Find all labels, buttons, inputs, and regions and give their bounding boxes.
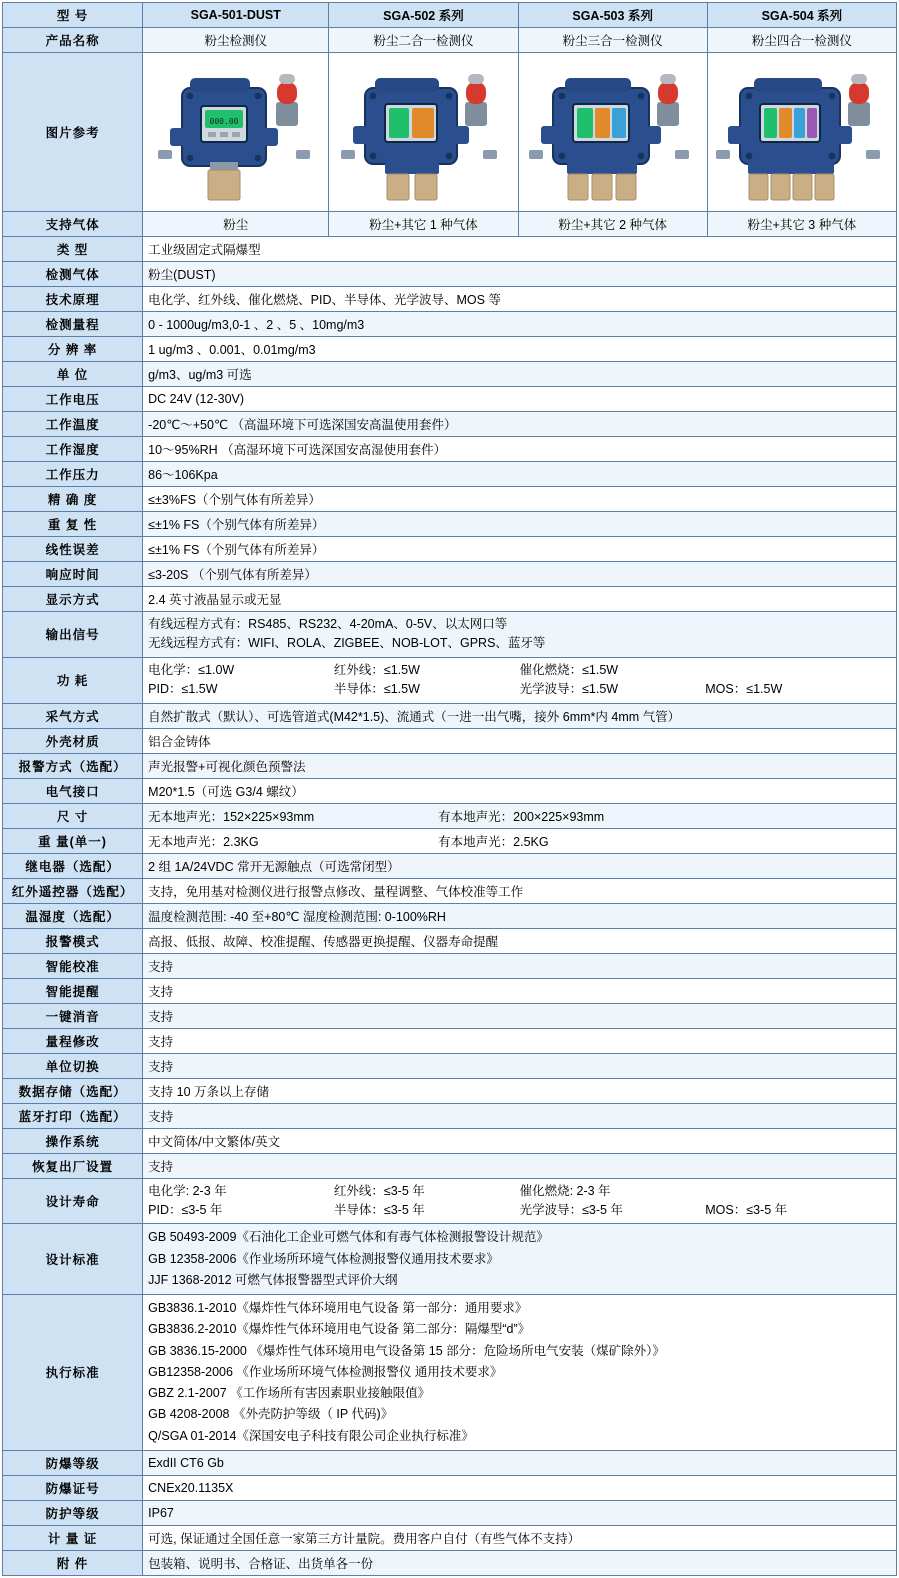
row-label-ir-remote-opt: 红外遥控器（选配） (3, 878, 143, 903)
row-label-one-key-mute: 一键消音 (3, 1003, 143, 1028)
row-value-display: 2.4 英寸液晶显示或无显 (143, 587, 897, 612)
table-row-detect-gas (3, 262, 897, 287)
row-label-range-change: 量程修改 (3, 1028, 143, 1053)
size-with-alarm: 有本地声光：200×225×93mm (438, 809, 605, 824)
row-label-response-time: 响应时间 (3, 562, 143, 587)
product-name-4: 粉尘四合一检测仪 (707, 28, 896, 53)
table-row-ir-remote-opt (3, 878, 897, 903)
row-label-power: 功 耗 (3, 657, 143, 703)
table-row-ip-level (3, 1500, 897, 1525)
table-row-metrology (3, 1525, 897, 1550)
row-label-tech-principle: 技术原理 (3, 287, 143, 312)
table-row-weight (3, 828, 897, 853)
row-value-temp-hum-opt: 温度检测范围: -40 至+80℃ 湿度检测范围: 0-100%RH (143, 903, 897, 928)
row-value-detect-gas: 粉尘(DUST) (143, 262, 897, 287)
row-value-resolution: 1 ug/m3 、0.001、0.01mg/m3 (143, 337, 897, 362)
design-life-item-7: MOS：≤3-5 年 (705, 1202, 788, 1217)
table-row-product-name (3, 28, 897, 53)
table-row-repeatability (3, 512, 897, 537)
table-row-smart-reminder (3, 978, 897, 1003)
product-name-2: 粉尘二合一检测仪 (329, 28, 518, 53)
execution-standard-item-3: GB12358-2006 《作业场所环境气体检测报警仪 通用技术要求》 (148, 1364, 503, 1379)
row-label-accuracy: 精 确 度 (3, 487, 143, 512)
table-row-bt-print-opt (3, 1103, 897, 1128)
row-value-range: 0 - 1000ug/m3,0-1 、2 、5 、10mg/m3 (143, 312, 897, 337)
detector-3-icon (521, 58, 705, 206)
row-label-temperature: 工作温度 (3, 412, 143, 437)
row-value-humidity: 10～95%RH （高湿环境下可选深国安高湿使用套件） (143, 437, 897, 462)
table-row-response-time (3, 562, 897, 587)
row-value-ex-level: ExdII CT6 Gb (143, 1450, 897, 1475)
row-value-power (143, 657, 897, 703)
row-value-metrology: 可选, 保证通过全国任意一家第三方计量院。费用客户自付（有些气体不支持） (143, 1525, 897, 1550)
table-row-ex-cert (3, 1475, 897, 1500)
design-life-item-2: 催化燃烧: 2-3 年 (519, 1183, 611, 1198)
row-value-pressure: 86～106Kpa (143, 462, 897, 487)
power-item-0: 电化学：≤1.0W (148, 662, 235, 677)
row-value-factory-reset: 支持 (143, 1153, 897, 1178)
row-label-model: 型 号 (3, 3, 143, 28)
row-label-size: 尺 寸 (3, 803, 143, 828)
row-value-linearity: ≤±1% FS（个别气体有所差异） (143, 537, 897, 562)
row-label-factory-reset: 恢复出厂设置 (3, 1153, 143, 1178)
power-item-3 (705, 661, 891, 680)
design-life-item-0: 电化学: 2-3 年 (148, 1183, 227, 1198)
supported-gas-1: 粉尘 (143, 212, 329, 237)
row-label-smart-reminder: 智能提醒 (3, 978, 143, 1003)
execution-standard-item-0: GB3836.1-2010《爆炸性气体环境用电气设备 第一部分：通用要求》 (148, 1301, 528, 1315)
table-row-range (3, 312, 897, 337)
design-standard-item-2: JJF 1368-2012 可燃气体报警器型式评价大纲 (148, 1272, 398, 1287)
table-row-design-standards (3, 1224, 897, 1295)
spec-table (2, 2, 897, 1576)
power-item-6: 光学波导：≤1.5W (519, 682, 619, 697)
table-row-alarm-mode-opt (3, 753, 897, 778)
row-label-repeatability: 重 复 性 (3, 512, 143, 537)
execution-standard-item-1: GB3836.2-2010《爆炸性气体环境用电气设备 第二部分：隔爆型“d”》 (148, 1322, 531, 1337)
row-label-voltage: 工作电压 (3, 387, 143, 412)
row-label-image-ref: 图片参考 (3, 53, 143, 212)
weight-with-alarm: 有本地声光：2.5KG (438, 834, 549, 849)
design-life-item-4: PID：≤3-5 年 (148, 1202, 223, 1217)
size-without-alarm: 无本地声光：152×225×93mm (148, 809, 315, 824)
row-value-category: 工业级固定式隔爆型 (143, 237, 897, 262)
table-row-accuracy (3, 487, 897, 512)
row-value-voltage: DC 24V (12-30V) (143, 387, 897, 412)
table-row-linearity (3, 537, 897, 562)
row-label-detect-gas: 检测气体 (3, 262, 143, 287)
row-value-alarm-modes: 高报、低报、故障、校准提醒、传感器更换提醒、仪器寿命提醒 (143, 928, 897, 953)
table-row-image-ref (3, 53, 897, 212)
table-row-temperature (3, 412, 897, 437)
row-value-ip-level: IP67 (143, 1500, 897, 1525)
table-row-relay-opt (3, 853, 897, 878)
row-value-range-change: 支持 (143, 1028, 897, 1053)
row-label-ex-cert: 防爆证号 (3, 1475, 143, 1500)
supported-gas-2: 粉尘+其它 1 种气体 (329, 212, 518, 237)
row-value-os: 中文简体/中文繁体/英文 (143, 1128, 897, 1153)
row-value-smart-reminder: 支持 (143, 978, 897, 1003)
output-signal-wired: 有线远程方式有：RS485、RS232、4-20mA、0-5V、以太网口等 (148, 617, 508, 631)
row-value-relay-opt: 2 组 1A/24VDC 常开无源触点（可选常闭型） (143, 853, 897, 878)
row-label-ex-level: 防爆等级 (3, 1450, 143, 1475)
row-value-repeatability: ≤±1% FS（个别气体有所差异） (143, 512, 897, 537)
row-value-accuracy: ≤±3%FS（个别气体有所差异） (143, 487, 897, 512)
table-row-humidity (3, 437, 897, 462)
power-item-1: 红外线：≤1.5W (333, 662, 420, 677)
power-item-7: MOS：≤1.5W (705, 682, 783, 697)
row-value-housing: 铝合金铸体 (143, 728, 897, 753)
row-value-response-time: ≤3-20S （个别气体有所差异） (143, 562, 897, 587)
row-label-bt-print-opt: 蓝牙打印（选配） (3, 1103, 143, 1128)
row-label-ip-level: 防护等级 (3, 1500, 143, 1525)
row-value-data-storage-opt: 支持 10 万条以上存储 (143, 1078, 897, 1103)
table-row-voltage (3, 387, 897, 412)
product-image-2 (329, 53, 518, 212)
table-row-housing (3, 728, 897, 753)
table-row-os (3, 1128, 897, 1153)
row-value-unit: g/m3、ug/m3 可选 (143, 362, 897, 387)
table-row-one-key-mute (3, 1003, 897, 1028)
model-header-3: SGA-503 系列 (518, 3, 707, 28)
row-label-data-storage-opt: 数据存储（选配） (3, 1078, 143, 1103)
execution-standard-item-2: GB 3836.15-2000 《爆炸性气体环境用电气设备第 15 部分：危险场所电气安装（煤矿除外）》 (148, 1343, 665, 1358)
table-row-range-change (3, 1028, 897, 1053)
row-value-temperature: -20℃～+50℃ （高温环境下可选深国安高温使用套件） (143, 412, 897, 437)
row-value-ex-cert: CNEx20.1135X (143, 1475, 897, 1500)
detector-1-icon (146, 58, 326, 206)
row-label-humidity: 工作湿度 (3, 437, 143, 462)
table-row-smart-calibration (3, 953, 897, 978)
power-item-5: 半导体：≤1.5W (333, 682, 420, 697)
row-label-display: 显示方式 (3, 587, 143, 612)
design-life-item-6: 光学波导：≤3-5 年 (519, 1202, 623, 1217)
output-signal-wireless: 无线远程方式有：WIFI、ROLA、ZIGBEE、NOB-LOT、GPRS、蓝牙等 (148, 636, 546, 651)
table-row-electrical-interface (3, 778, 897, 803)
table-row-temp-hum-opt (3, 903, 897, 928)
row-value-weight (143, 828, 897, 853)
row-label-unit-switch: 单位切换 (3, 1053, 143, 1078)
table-row-display (3, 587, 897, 612)
row-label-unit: 单 位 (3, 362, 143, 387)
design-life-item-5: 半导体：≤3-5 年 (333, 1202, 425, 1217)
row-value-output-signal (143, 612, 897, 658)
table-row-design-life (3, 1178, 897, 1224)
row-label-execution-standards: 执行标准 (3, 1295, 143, 1451)
table-row-pressure (3, 462, 897, 487)
power-item-4: PID：≤1.5W (148, 682, 218, 697)
row-label-supported-gas: 支持气体 (3, 212, 143, 237)
execution-standard-item-5: GB 4208-2008 《外壳防护等级（ IP 代码)》 (148, 1407, 394, 1422)
detector-2-icon (331, 58, 515, 206)
product-name-3: 粉尘三合一检测仪 (518, 28, 707, 53)
row-label-category: 类 型 (3, 237, 143, 262)
model-header-1: SGA-501-DUST (143, 3, 329, 28)
model-header-2: SGA-502 系列 (329, 3, 518, 28)
row-value-smart-calibration: 支持 (143, 953, 897, 978)
row-value-execution-standards (143, 1295, 897, 1451)
row-label-alarm-mode-opt: 报警方式（选配） (3, 753, 143, 778)
row-value-size (143, 803, 897, 828)
row-label-housing: 外壳材质 (3, 728, 143, 753)
execution-standard-item-4: GBZ 2.1-2007 《工作场所有害因素职业接触限值》 (148, 1386, 431, 1400)
row-label-weight: 重 量(单一) (3, 828, 143, 853)
row-label-accessories: 附 件 (3, 1550, 143, 1575)
row-label-metrology: 计 量 证 (3, 1525, 143, 1550)
table-row-unit-switch (3, 1053, 897, 1078)
product-name-1: 粉尘检测仪 (143, 28, 329, 53)
table-row-power (3, 657, 897, 703)
table-row-factory-reset (3, 1153, 897, 1178)
row-value-accessories: 包装箱、说明书、合格证、出货单各一份 (143, 1550, 897, 1575)
table-row-output-signal (3, 612, 897, 658)
design-life-item-3 (705, 1182, 891, 1201)
table-row-execution-standards (3, 1295, 897, 1451)
table-row-sampling (3, 703, 897, 728)
row-label-alarm-modes: 报警模式 (3, 928, 143, 953)
table-row-data-storage-opt (3, 1078, 897, 1103)
row-label-product-name: 产品名称 (3, 28, 143, 53)
row-label-temp-hum-opt: 温湿度（选配） (3, 903, 143, 928)
design-life-item-1: 红外线：≤3-5 年 (333, 1183, 425, 1198)
row-label-relay-opt: 继电器（选配） (3, 853, 143, 878)
row-value-unit-switch: 支持 (143, 1053, 897, 1078)
row-value-electrical-interface: M20*1.5（可选 G3/4 螺纹） (143, 778, 897, 803)
execution-standard-item-6: Q/SGA 01-2014《深国安电子科技有限公司企业执行标准》 (148, 1428, 474, 1443)
row-value-design-life (143, 1178, 897, 1224)
row-label-range: 检测量程 (3, 312, 143, 337)
row-label-linearity: 线性误差 (3, 537, 143, 562)
row-label-sampling: 采气方式 (3, 703, 143, 728)
design-standard-item-1: GB 12358-2006《作业场所环境气体检测报警仪通用技术要求》 (148, 1251, 499, 1266)
weight-without-alarm: 无本地声光：2.3KG (148, 834, 259, 849)
row-value-sampling: 自然扩散式（默认）、可选管道式(M42*1.5)、流通式（一进一出气嘴，接外 6mm*内 4mm 气管） (143, 703, 897, 728)
row-label-design-standards: 设计标准 (3, 1224, 143, 1295)
row-label-smart-calibration: 智能校准 (3, 953, 143, 978)
row-value-bt-print-opt: 支持 (143, 1103, 897, 1128)
svg-text:000.00: 000.00 (209, 117, 239, 126)
table-row-ex-level (3, 1450, 897, 1475)
table-row-category (3, 237, 897, 262)
row-label-design-life: 设计寿命 (3, 1178, 143, 1224)
row-label-electrical-interface: 电气接口 (3, 778, 143, 803)
table-row-resolution (3, 337, 897, 362)
product-image-3 (518, 53, 707, 212)
row-label-os: 操作系统 (3, 1128, 143, 1153)
table-row-tech-principle (3, 287, 897, 312)
row-value-one-key-mute: 支持 (143, 1003, 897, 1028)
table-row-accessories (3, 1550, 897, 1575)
table-row-unit (3, 362, 897, 387)
design-standard-item-0: GB 50493-2009《石油化工企业可燃气体和有毒气体检测报警设计规范》 (148, 1230, 549, 1245)
row-label-pressure: 工作压力 (3, 462, 143, 487)
supported-gas-3: 粉尘+其它 2 种气体 (518, 212, 707, 237)
table-row-supported-gas (3, 212, 897, 237)
table-row-alarm-modes (3, 928, 897, 953)
row-value-tech-principle: 电化学、红外线、催化燃烧、PID、半导体、光学波导、MOS 等 (143, 287, 897, 312)
row-label-resolution: 分 辨 率 (3, 337, 143, 362)
product-image-4 (707, 53, 896, 212)
row-value-design-standards (143, 1224, 897, 1295)
row-label-output-signal: 输出信号 (3, 612, 143, 658)
model-header-4: SGA-504 系列 (707, 3, 896, 28)
power-item-2: 催化燃烧：≤1.5W (519, 662, 619, 677)
row-value-alarm-mode-opt: 声光报警+可视化颜色预警法 (143, 753, 897, 778)
product-image-1 (143, 53, 329, 212)
supported-gas-4: 粉尘+其它 3 种气体 (707, 212, 896, 237)
detector-4-icon (710, 58, 894, 206)
table-row-model (3, 3, 897, 28)
table-row-size (3, 803, 897, 828)
row-value-ir-remote-opt: 支持，免用基对检测仪进行报警点修改、量程调整、气体校准等工作 (143, 878, 897, 903)
